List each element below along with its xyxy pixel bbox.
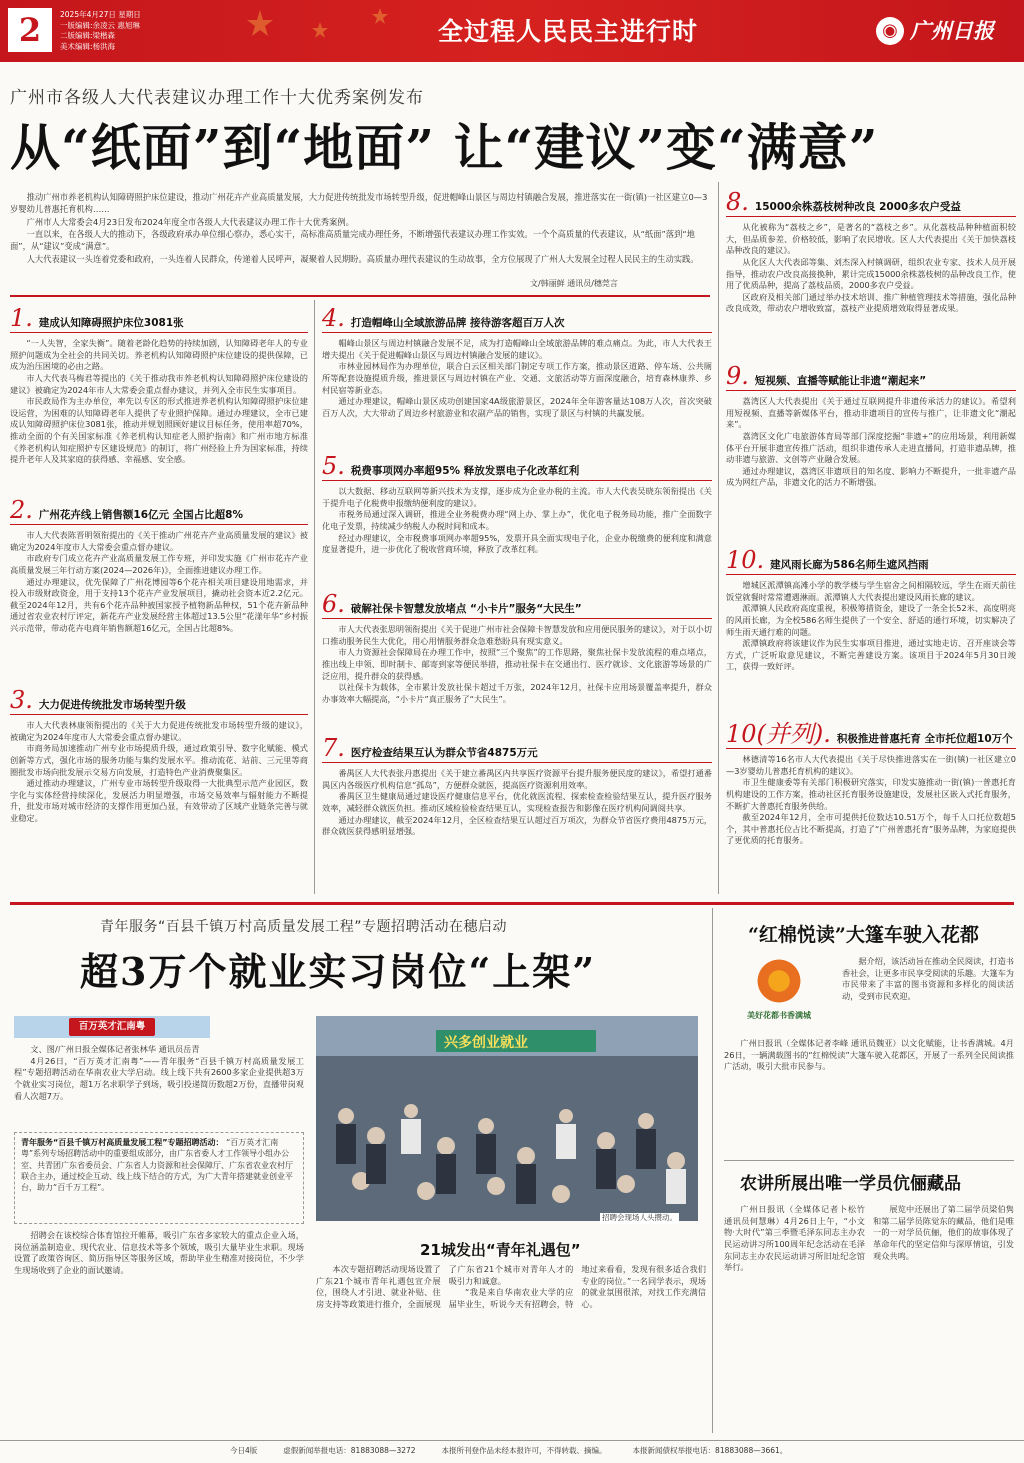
paragraph: 番禺区人大代表张丹惠提出《关于建立番禺区内共享医疗资源平台提升服务便民度的建议》，希望打通番禺区内各级医疗机构信息“孤岛”，方便群众就医，提高医疗资源利用效率。 [322, 768, 712, 790]
paragraph: 市人大代表林康领衔提出的《关于大力促进传统批发市场转型升级的建议》，被确定为2024年度市人大常委会重点督办建议。 [10, 720, 308, 742]
jobs-kicker: 青年服务“百县千镇万村高质量发展工程”专题招聘活动在穗启动 [100, 919, 508, 935]
paragraph: 通过办理建议，截至2024年12月，全区检查结果互认超过百万项次，为群众节省医疗费用4875万元，群众就医获得感明显增强。 [322, 814, 712, 837]
paragraph: 林德清等16名市人大代表提出《关于尽快推进落实在一街(镇)一社区建立0—3岁婴幼儿普惠托育机构的建议》。 [726, 754, 1016, 776]
section-heading: 建成认知障碍照护床位3081张 [38, 317, 184, 329]
paragraph: 荔湾区文化广电旅游体育局等部门深度挖掘“非遗+”的应用场景，利用新媒体平台开展非遗宣传推广活动，组织非遗传承人走进直播间，打造非遗品牌，推动非遗与旅游、文创等产业融合发展。 [726, 430, 1016, 465]
section-title [10, 688, 186, 713]
page-number: 2 [8, 8, 52, 52]
jobs-byline: 文、图/广州日报全媒体记者张林华 通讯员岳青 [30, 1044, 200, 1054]
paragraph: 市卫生健康委等有关部门积极研究落实，印发实施推动一街(镇)一普惠托育机构建设的工作方案，推动社区托育服务设施建设，发展社区嵌入式托育服务，不断扩大普惠托育服务供给。 [726, 777, 1016, 811]
column-divider [712, 908, 713, 1433]
editor-line: 二版编辑:梁楷森 [60, 31, 116, 40]
section-heading: 打造帽峰山全域旅游品牌 接待游客超百万人次 [350, 317, 565, 329]
section-number: 7. [322, 734, 345, 762]
article-byline: 文/韩丽鲜 通讯员/穗莞言 [530, 279, 618, 288]
star-pattern-icon [200, 0, 440, 62]
section-body [726, 396, 1016, 536]
paragraph: 本次专题招聘活动现场设置了广东21个城市青年礼遇包宣介展位，围绕人才引进、就业补贴、住房支持等政策进行推介，全面展现了广东省21个城市对青年人才的吸引力和诚意。 [316, 1264, 574, 1309]
section-number: 5. [322, 452, 345, 480]
paragraph: 帽峰山景区与周边村镇融合发展不足，成为打造帽峰山全域旅游品牌的难点痛点。为此，市人大代表王增夫提出《关于促进帽峰山景区与周边村镇融合发展的建议》。 [322, 338, 712, 360]
photo-caption: 招聘会现场人头攒动。 [602, 1213, 677, 1222]
paragraph: 市人力资源社会保障局在办理工作中，按照“三个聚焦”的工作思路，聚焦社保卡发放流程的难点堵点，推出线上申领、即时制卡、邮寄到家等便民举措，推动社保卡在交通出行、医疗就诊、文化旅游等场景的广泛应用，提升群众的获得感。 [322, 647, 712, 681]
info-box-text: “百万英才汇南粤”系列专场招聘活动中的重要组成部分，由广东省委人才工作领导小组办公室、共青团广东省委员会、广东省人力资源和社会保障厅、广东省农业农村厅联合主办，通过校企互动、线上线下结合的方式，为广大青年搭建就业创业平台，助力“百千万工程”。 [21, 1138, 293, 1193]
reading-body-continued [724, 1038, 1014, 1154]
divider [10, 524, 308, 525]
jobs-sub-body [316, 1264, 706, 1434]
divider [726, 748, 1016, 749]
reading-headline: “红棉悦读”大篷车驶入花都 [748, 924, 979, 946]
footer-page-count: 今日4版 [230, 1446, 258, 1456]
divider [726, 216, 1016, 217]
section-body [10, 530, 308, 680]
section-number: 4. [322, 304, 345, 332]
section-number: 1. [10, 304, 33, 332]
page-footer [0, 1440, 1024, 1462]
job-fair-photo [316, 1016, 698, 1221]
section-heading: 建风雨长廊为586名师生遮风挡雨 [770, 559, 929, 571]
divider [322, 618, 712, 619]
section-body [322, 486, 712, 586]
editor-line: 美术编辑:杨洪海 [60, 41, 116, 51]
paragraph: 市民政局作为主办单位，率先以专区的形式推进养老机构认知障碍照护床位建设运营，为困难的认知障碍老年人提供了专业照护保障。通过办理建议，全市已建成认知障碍照护床位3081张，推动并规划照顾好建议目标任务，使用率超70%，推动全面的个有关国家标准《养老机构认知症老人照护指南》和广州市地方标准《养老机构认知症照护专区建设规范》的制订，将广州经验上升为国家标准，持续提升老年人及其家庭的获得感、幸福感、安全感。 [10, 396, 308, 465]
section-title [322, 736, 538, 761]
paragraph: 市人大代表张思明领衔提出《关于促进广州市社会保障卡智慧发放和应用便民服务的建议》，对于以小切口推动服务民生大优化，用心用情服务群众急难愁盼具有现实意义。 [322, 624, 712, 646]
masthead-meta [60, 10, 141, 52]
column-divider [718, 182, 719, 894]
lead-paragraph: 人大代表建议一头连着党委和政府，一头连着人民群众，传递着人民呼声，凝聚着人民期盼。高质量办理代表建议的生动故事，全方位展现了广州人大发展全过程人民民主的生动实践。 [26, 253, 699, 264]
section-number: 9. [726, 362, 749, 390]
paragraph: 招聘会在该校综合体育馆拉开帷幕，吸引广东省多家较大的重点企业入场，岗位涵盖制造业、现代农业、信息技术等多个领域，吸引大量毕业生求职。现场设置了政策咨询区、简历指导区等服务区域，帮助毕业生精准对接岗位，不少学生现场收到了企业的面试邀请。 [14, 1230, 304, 1275]
section-body [322, 624, 712, 732]
paragraph: “一人失智，全家失衡”。随着老龄化趋势的持续加剧，认知障碍老年人的专业照护问题成为全社会的共同关切。养老机构认知障碍照护床位建设的提供保障，已成为治压困境的必由之路。 [10, 338, 308, 372]
paragraph: 市人大代表马梅君等提出的《关于推动我市养老机构认知障碍照护床位建设的建议》被确定为2024年市人大常委会重点督办建议，并列入全市民生实事项目。 [10, 372, 308, 395]
paragraph: 从化被称为“荔枝之乡”，是著名的“荔枝之乡”。从化荔枝品种种植面积较大，但品质参差、价格较低，影响了农民增收。区人大代表提出《关于加快荔枝品种改良的建议》。 [726, 222, 1016, 256]
lead-paragraph: 广州市人大常委会4月23日发布2024年度全市各级人大代表建议办理工作十大优秀案例。 [26, 216, 354, 227]
paper-name: 广州日报 [910, 18, 994, 44]
section-banner: 全过程人民民主进行时 [438, 17, 699, 46]
section-heading: 15000余株荔枝树种改良 2000多农户受益 [754, 201, 961, 213]
paragraph: 据介绍，该活动旨在推动全民阅读，打造书香社会，让更多市民享受阅读的乐趣。大篷车为市民带来了丰富的图书资源和多样化的阅读活动，受到市民欢迎。 [842, 956, 1014, 1001]
section-number: 10(并列). [726, 720, 831, 748]
paragraph: 市人大代表陈晋明领衔提出的《关于推动广州花卉产业高质量发展的建议》被确定为2024年度市人大常委会重点督办建议。 [10, 530, 308, 552]
editor-line: 一版编辑:余凌云 惠旭琳 [60, 20, 140, 30]
paragraph: 通过办理建议，优先保障了广州花博园等6个花卉相关项目建设用地需求，并投入市级财政资金，用于支持13个花卉产业发展项目，撬动社会资本近2.2亿元。截至2024年12月，共有6个花卉品种被国家授予植物新品种权，51个花卉新品种通过省农业农村厅评定，新花卉产业发展经营主体超过13.5公里“花漾年华”乡村振兴示范带，带动花卉电商年销售额超16亿元，全国占比超8%。 [10, 576, 308, 634]
article-kicker: 广州市各级人大代表建议办理工作十大优秀案例发布 [10, 88, 424, 108]
section-number: 8. [726, 188, 749, 216]
paragraph: 市商务局加速推动广州专业市场提质升级，通过政策引导、数字化赋能、模式创新等方式，强化市场的服务功能与集约发展水平。推动流花、站前、三元里等商圈批发市场向批发展示交易方向发展，打造特色产业消费聚集区。 [10, 743, 308, 777]
paragraph: 派潭镇政府将该建议作为民生实事项目推进，通过实地走访、召开座谈会等方式，广泛听取意见建议，不断完善建设方案。该项目于2024年5月30日竣工，获得一致好评。 [726, 638, 1016, 672]
footer-hotline: 虚假新闻举报电话：81883088—3272 [283, 1446, 416, 1456]
reading-logo-text: 美好花都书香满城 [747, 1011, 811, 1020]
section-title [10, 498, 243, 523]
divider [322, 332, 712, 333]
section-heading: 税费事项网办率超95% 释放发票电子化改革红利 [350, 465, 580, 477]
section-body [10, 338, 308, 490]
paper-logo [872, 15, 1004, 47]
paragraph: 市林业园林局作为办理单位，联合白云区相关部门制定专项工作方案，推动景区道路、停车场、公共厕所等配套设施提质升级，推进景区与周边村镇在产业、交通、文旅活动等方面深度融合，培育森林康养、乡村民宿等新业态。 [322, 361, 712, 395]
section-number: 2. [10, 496, 33, 524]
paragraph: 市税务局通过深入调研，推进全业务税费办理“网上办、掌上办”，优化电子税务局功能，推广全面数字化电子发票，持续减少纳税人办税时间和成本。 [322, 509, 712, 531]
section-number: 3. [10, 686, 33, 714]
section-title [10, 306, 184, 331]
campaign-tag-label: 百万英才汇南粤 [69, 1018, 156, 1035]
section-title [322, 592, 582, 617]
paragraph: 派潭镇人民政府高度重视，积极筹措资金，建设了一条全长52米、高度明亮的风雨长廊，为全校586名师生提供了一个安全、舒适的通行环境，切实解决了师生雨天通行难的问题。 [726, 603, 1016, 637]
divider [10, 902, 1014, 905]
section-heading: 医疗检查结果互认为群众节省4875万元 [350, 747, 538, 759]
article-headline: 从“纸面”到“地面” 让“建议”变“满意” [10, 118, 879, 177]
paragraph: 截至2024年12月，全市可提供托位数达10.51万个，每千人口托位数超5个，其中普惠托位占比不断提高，打造了“广州普惠托育”服务品牌，为家庭提供了更优质的托育服务。 [726, 812, 1016, 846]
divider [10, 332, 308, 333]
section-title [322, 454, 579, 479]
section-heading: 大力促进传统批发市场转型升级 [38, 699, 186, 711]
masthead [0, 0, 1024, 62]
paragraph: 荔湾区人大代表提出《关于通过互联网提升非遗传承活力的建议》。希望利用短视频、直播等新媒体平台，推动非遗项目的宣传与推广，让非遗文化“潮起来”。 [726, 396, 1016, 430]
paragraph: 市政府专门成立花卉产业高质量发展工作专班，并印发实施《广州市花卉产业高质量发展三年行动方案(2024—2026年)》，全面推进建议办理工作。 [10, 553, 308, 575]
section-title [322, 306, 565, 331]
paragraph: 区政府及相关部门通过举办技术培训、推广种植管理技术等措施，强化品种改良成效，带动农户增收致富，荔枝产业提质增效取得显著成果。 [726, 291, 1016, 314]
section-body [726, 222, 1016, 356]
paragraph: 增城区派潭镇高滩小学的教学楼与学生宿舍之间相隔较远，学生在雨天前往饭堂就餐时常常遭遇淋雨。派潭镇人大代表提出建设风雨长廊的建议。 [726, 580, 1016, 602]
jobs-headline: 超3万个就业实习岗位“上架” [80, 949, 597, 994]
section-title [726, 190, 961, 215]
section-body [322, 768, 712, 890]
section-body [726, 754, 1016, 890]
jobs-body-continued [14, 1230, 304, 1434]
logo-mark-icon: ◉ [876, 17, 904, 45]
divider [10, 714, 308, 715]
section-body [322, 338, 712, 448]
section-title [726, 548, 929, 573]
divider [322, 480, 712, 481]
jobs-body [14, 1044, 304, 1130]
svg-text:兴多创业就业: 兴多创业就业 [444, 1035, 528, 1051]
footer-notice: 本报所刊登作品未经本报许可，不得转载、摘编。 [441, 1446, 607, 1456]
lead-paragraph: 推动广州市养老机构认知障碍照护床位建设，推动广州花卉产业高质量发展，大力促进传统批发市场转型升级，促进帽峰山景区与周边村镇融合发展，推进落实在一街(镇)一社区建立0—3岁婴幼儿普惠托育机构…… [10, 192, 708, 214]
date-line: 2025年4月27日 星期日 [60, 10, 141, 19]
flower-logo-icon [754, 956, 804, 1006]
section-heading: 广州花卉线上销售额16亿元 全国占比超8% [38, 509, 243, 521]
campaign-tag [14, 1016, 210, 1038]
lead-paragraph: 一直以来，在各级人大的推动下，各级政府承办单位细心察办，悉心实干，高标准高质量完成办理任务，不断增强代表建议办理工作实效。一个个高质量的代表建议，从“纸面”落到“地面”，从“建议”变成“满意”。 [10, 229, 695, 252]
paragraph: 从化区人大代表邱等集、刘杰深入村镇调研，组织农业专家、技术人员开展指导，推动农户改良高接换种，累计完成15000余株荔枝树的品种改良工作，使用了优质品种，提高了荔枝品质，2000多农户受益。 [726, 256, 1016, 291]
paragraph: 通过办理建议，荔湾区非遗项目的知名度、影响力不断提升，一批非遗产品成为网红产品，非遗文化的活力不断增强。 [726, 465, 1016, 488]
paragraph: “我是来自华南农业大学的应届毕业生，听说今天有招聘会，特地过来看看，发现有很多适合我们专业的岗位。”一名同学表示，现场的就业氛围很浓，对找工作充满信心。 [448, 1264, 706, 1309]
paragraph: 经过办理建议，全市税费事项网办率超95%，发票开具全面实现电子化，企业办税缴费的便利度和满意度显著提升，进一步优化了税收营商环境，释放了改革红利。 [322, 532, 712, 555]
paragraph: 通过办理建议，帽峰山景区成功创建国家4A级旅游景区，2024年全年游客量达108万人次，首次突破百万人次，大大带动了周边乡村旅游业和农副产品的销售，实现了景区与村镇的共赢发展。 [322, 396, 712, 418]
footer-news-hotline: 本报新闻债权举报电话：81883088—3661。 [632, 1446, 788, 1456]
divider [724, 1160, 1014, 1161]
divider [726, 574, 1016, 575]
info-box-title: 青年服务“百县千镇万村高质量发展工程”专题招聘活动： [21, 1138, 224, 1147]
paragraph: 4月26日，“百万英才汇南粤”——青年服务“百县千镇万村高质量发展工程”专题招聘活动在华南农业大学启动。线上线下共有2600多家企业提供超3万个就业实习岗位，超1万名求职学子到场，吸引投递简历数超2万份，直播带岗观看人次超7万。 [14, 1055, 304, 1101]
section-title [726, 364, 926, 389]
section-body [10, 720, 308, 890]
paragraph: 通过推动办理建议，广州专业市场转型升级取得一大批典型示范产业园区，数字化与实体经营持续深化，发展活力明显增强，市场交易效率与辐射能力不断提升，批发市场对城市经济的支撑作用更加凸显，有效带动了区域产业链条完善与就业稳定。 [10, 778, 308, 824]
crowd-photo-icon [316, 1016, 698, 1221]
reading-body [842, 956, 1014, 1032]
section-body [726, 580, 1016, 710]
paragraph: 广州日报讯（全媒体记者卜松竹 通讯员何慧琳）4月26日上午，“小文物·大时代”第三季暨毛泽东同志主办农民运动讲习所100周年纪念活动在毛泽东同志主办农民运动讲习所旧址纪念馆举行。 [724, 1204, 865, 1273]
museum-headline: 农讲所展出唯一学员伉俪藏品 [740, 1174, 961, 1194]
section-heading: 短视频、直播等赋能让非遗“潮起来” [754, 375, 927, 387]
divider [726, 390, 1016, 391]
section-number: 10. [726, 546, 765, 574]
paragraph: 广州日报讯（全媒体记者李峰 通讯员魏亚）以文化赋能，让书香满城。4月26日，一辆满载图书的“红棉悦读”大篷车驶入花都区，开展了一系列全民阅读推广活动，吸引大批市民参与。 [724, 1038, 1014, 1072]
reading-logo [724, 956, 834, 1034]
paragraph: 以社保卡为载体，全市累计发放社保卡超过千万张，2024年12月，社保卡应用场景覆盖率提升，群众办事效率大幅提高，“小卡片”真正服务了“大民生”。 [322, 682, 712, 704]
paragraph: 以大数据、移动互联网等新兴技术为支撑，逐步成为企业办税的主流。市人大代表吴晓东领衔提出《关于提升电子化税费申报缴纳便利度的建议》。 [322, 486, 712, 508]
info-box [14, 1132, 304, 1224]
paragraph: 番禺区卫生健康局通过建设医疗健康信息平台，优化就医流程、探索检查检验结果互认，提升医疗服务效率，减轻群众就医负担。推动区域检验检查结果互认，实现检查报告和影像在医疗机构间调阅共享。 [322, 791, 712, 813]
section-title [726, 722, 1013, 747]
museum-body [724, 1204, 1014, 1434]
section-heading: 积极推进普惠托育 全市托位超10万个 [836, 733, 1013, 745]
section-number: 6. [322, 590, 345, 618]
divider [322, 762, 712, 763]
divider [10, 295, 710, 297]
section-heading: 破解社保卡智慧发放堵点 “小卡片”服务“大民生” [350, 603, 582, 615]
article-lead [10, 192, 710, 267]
column-divider [314, 300, 315, 894]
jobs-subheading: 21城发出“青年礼遇包” [420, 1241, 581, 1259]
paragraph: 展览中还展出了第二届学员梁伯隽和第二届学员陈觉东的藏品，他们是唯一的一对学员伉俪，他们的故事体现了革命年代的坚定信仰与深厚情谊，引发观众共鸣。 [873, 1204, 1014, 1261]
